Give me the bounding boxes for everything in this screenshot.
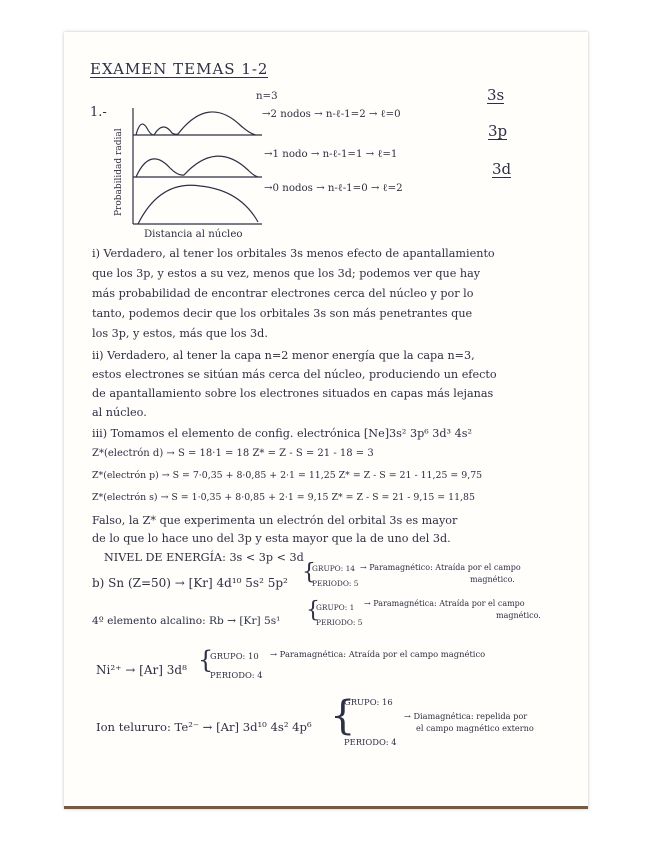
brace: {: [306, 598, 320, 623]
zeff-calc-p: Z*(electrón p) → S = 7·0,35 + 8·0,85 + 2·1 = 11,25 Z* = Z - S = 21 - 11,25 = 9,75: [92, 470, 483, 481]
rb-result: → Paramagnética: Atraída por el campo: [364, 599, 525, 608]
sn-formula: b) Sn (Z=50) → [Kr] 4d¹⁰ 5s² 5p²: [92, 576, 288, 590]
part-ii-line: ii) Verdadero, al tener la capa n=2 menor energía que la capa n=3,: [92, 349, 475, 362]
part-i-line: i) Verdadero, al tener los orbitales 3s menos efecto de apantallamiento: [92, 247, 495, 260]
part-i-line: los 3p, y estos, más que los 3d.: [92, 327, 268, 340]
te-formula: Ion telururo: Te²⁻ → [Ar] 3d¹⁰ 4s² 4p⁶: [96, 720, 312, 734]
ni-group: GRUPO: 10: [210, 651, 259, 661]
curve-3d: [138, 185, 258, 224]
row-3d-text: →0 nodos → n-ℓ-1=0 → ℓ=2: [264, 183, 403, 194]
ni-formula: Ni²⁺ → [Ar] 3d⁸: [96, 663, 187, 677]
rb-formula: 4º elemento alcalino: Rb → [Kr] 5s¹: [92, 615, 281, 627]
part-ii-line: de apantallamiento sobre los electrones situados en capas más lejanas: [92, 387, 494, 400]
orbital-3s: 3s: [487, 86, 505, 104]
rb-group: GRUPO: 1: [316, 603, 355, 612]
ni-period: PERIODO: 4: [210, 670, 263, 680]
rb-period: PERIODO: 5: [316, 618, 363, 627]
rb-result-cont: magnético.: [496, 611, 541, 620]
curve-3s: [136, 112, 256, 135]
brace: {: [330, 693, 356, 739]
energy-order: NIVEL DE ENERGÍA: 3s < 3p < 3d: [104, 551, 304, 564]
row-3s-text: →2 nodos → n-ℓ-1=2 → ℓ=0: [262, 109, 401, 120]
te-result: → Diamagnética: repelida por: [404, 711, 528, 721]
x-axis-label: Distancia al núcleo: [144, 229, 243, 240]
part-i-line: que los 3p, y estos a su vez, menos que los 3d; podemos ver que hay: [92, 267, 481, 280]
zeff-calc-s: Z*(electrón s) → S = 1·0,35 + 8·0,85 + 2·1 = 9,15 Z* = Z - S = 21 - 9,15 = 11,85: [92, 492, 475, 503]
ni-result: → Paramagnética: Atraída por el campo magnético: [270, 649, 486, 659]
sn-result-cont: magnético.: [470, 575, 515, 584]
part-ii-line: estos electrones se sitúan más cerca del núcleo, produciendo un efecto: [92, 368, 497, 381]
part-i-line: más probabilidad de encontrar electrones cerca del núcleo y por lo: [92, 287, 474, 300]
y-axis-label: Probabilidad radial: [114, 128, 124, 216]
part-i-line: tanto, podemos decir que los orbitales 3s son más penetrantes que: [92, 307, 473, 320]
question-number: 1.-: [90, 105, 107, 120]
brace: {: [198, 646, 214, 674]
conclusion-line: de lo que lo hace uno del 3p y esta mayor que la de uno del 3d.: [92, 532, 451, 545]
part-ii-line: al núcleo.: [92, 406, 147, 419]
sn-result: → Paramagnético: Atraída por el campo: [360, 563, 521, 572]
brace: {: [302, 560, 316, 585]
sn-group: GRUPO: 14: [312, 564, 355, 573]
orbital-3d: 3d: [492, 160, 512, 178]
conclusion-line: Falso, la Z* que experimenta un electrón del orbital 3s es mayor: [92, 514, 458, 527]
n-label: n=3: [256, 91, 278, 102]
curve-3p: [136, 156, 258, 177]
zeff-calc-d: Z*(electrón d) → S = 18·1 = 18 Z* = Z - S = 21 - 18 = 3: [92, 448, 374, 459]
part-iii-intro: iii) Tomamos el elemento de config. electrónica [Ne]3s² 3p⁶ 3d³ 4s²: [92, 427, 472, 440]
sn-period: PERIODO: 5: [312, 579, 359, 588]
row-3p-text: →1 nodo → n-ℓ-1=1 → ℓ=1: [264, 149, 398, 160]
te-result-cont: el campo magnético externo: [416, 723, 534, 733]
te-period: PERIODO: 4: [344, 737, 397, 747]
page-title: EXAMEN TEMAS 1-2: [90, 60, 269, 78]
orbital-3p: 3p: [488, 122, 508, 140]
te-group: GRUPO: 16: [344, 697, 393, 707]
